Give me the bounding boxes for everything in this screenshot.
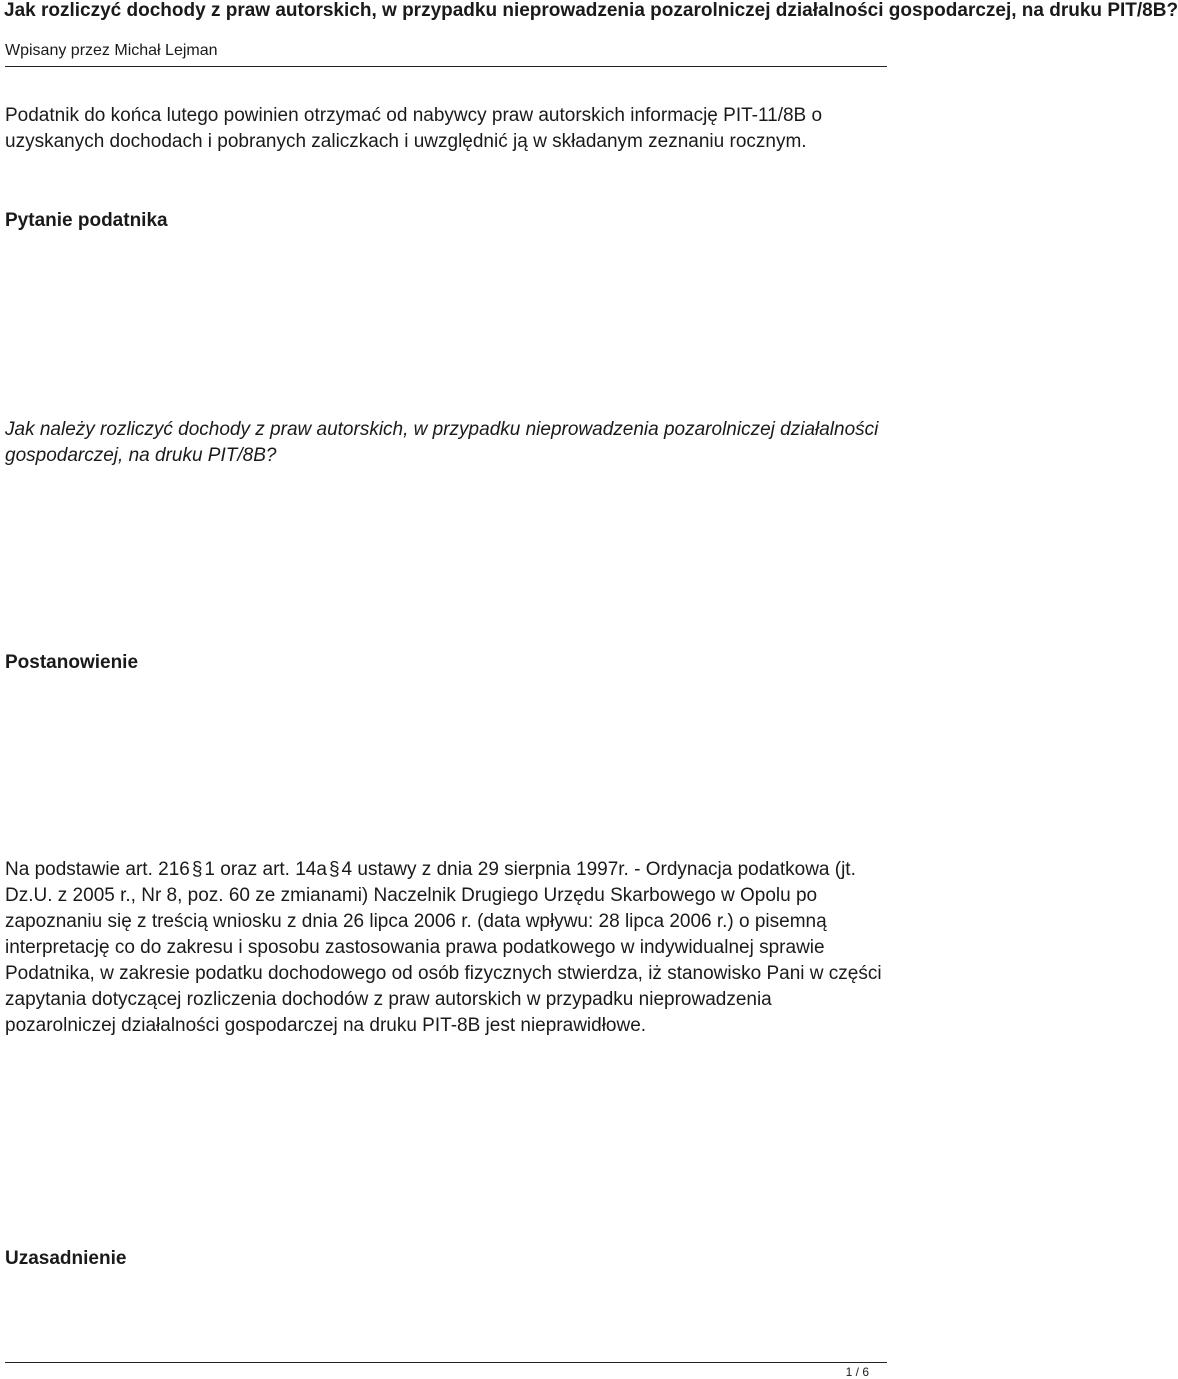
decision-text-part-3: 4 ustawy z dnia 29 sierpnia 1997r. - Ordynacja podatkowa (jt. Dz.U. z 2005 r., Nr 8, poz. 60 ze zmianami) Naczelnik Drugiego Urzędu Skarbowego w Opolu po zapoznaniu się z treścią wniosku z dnia 26 lipca 2006 r. (data wpływu: 28 lipca 2006 r.) o pisemną interpretację co do zakresu i sposobu zastosowania prawa podatkowego w indywidualnej sprawie Podatnika, w zakresie podatku dochodowego od osób fizycznych stwierdza, iż stanowisko Pani w części zapytania dotyczącej rozliczenia dochodów z praw autorskich w przypadku nieprowadzenia pozarolniczej działalności gospodarczej na druku PIT-8B jest nieprawidłowe. [5,859,882,1036]
intro-paragraph: Podatnik do końca lutego powinien otrzymać od nabywcy praw autorskich informację PIT-11/8B o uzyskanych dochodach i pobranych zaliczkach i uwzględnić ją w składanym zeznaniu rocznym. [5,105,823,152]
decision-heading: Postanowienie [5,652,139,673]
header-divider [5,66,887,67]
page-number: 1 / 6 [845,1365,869,1379]
section-symbol-1: § [191,859,203,880]
reasoning-heading: Uzasadnienie [5,1248,127,1269]
document-title: Jak rozliczyć dochody z praw autorskich, w przypadku nieprowadzenia pozarolniczej działalności gospodarczej, na druku PIT/8B? [4,0,1178,21]
decision-text-part-1: Na podstawie art. 216 [5,859,190,880]
question-heading: Pytanie podatnika [5,210,168,231]
footer-divider [5,1362,887,1363]
decision-text-part-2: 1 oraz art. 14a [204,859,327,880]
author-byline: Wpisany przez Michał Lejman [5,42,218,59]
decision-paragraph [5,857,885,1039]
question-text: Jak należy rozliczyć dochody z praw autorskich, w przypadku nieprowadzenia pozarolniczej działalności gospodarczej, na druku PIT/8B? [5,419,879,466]
section-symbol-2: § [328,859,340,880]
